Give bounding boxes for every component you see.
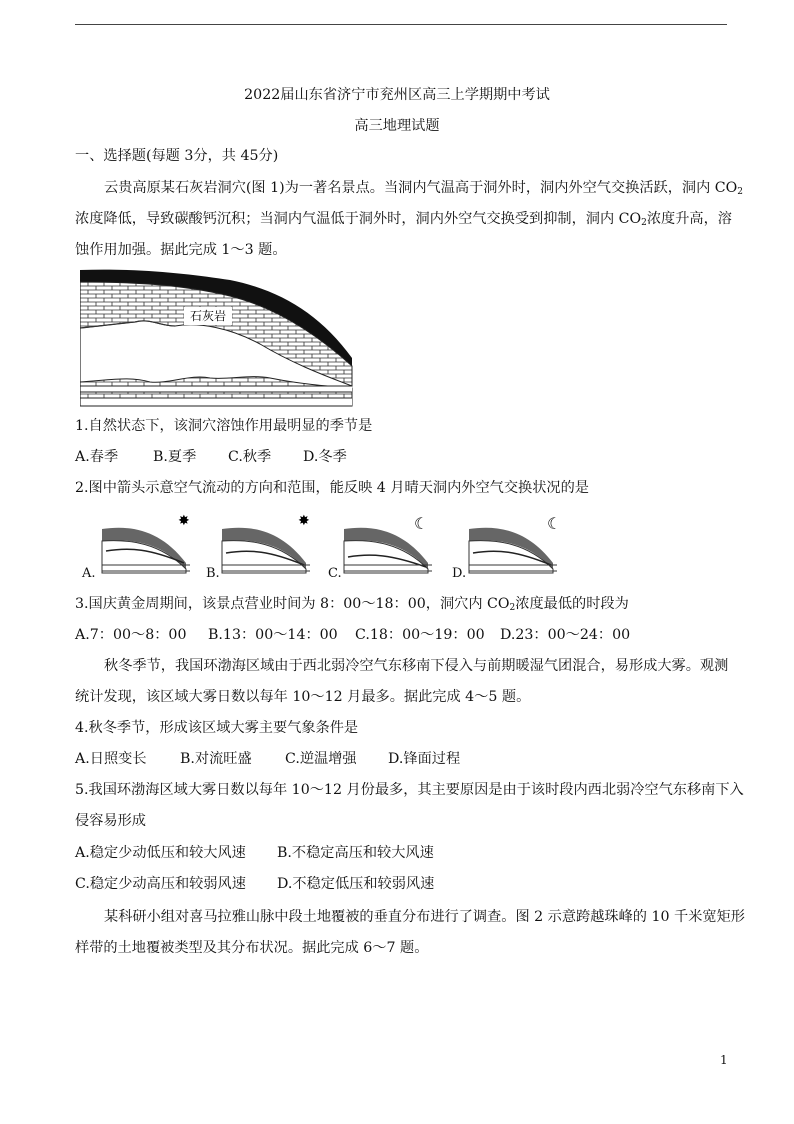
passage1-line1: 云贵高原某石灰岩洞穴(图 1)为一著名景点。当洞内气温高于洞外时，洞内外空气交换活跃，洞内 $CO_2$ — [104, 180, 744, 197]
q4-option-d: D.锋面过程 — [388, 751, 461, 767]
passage2-line2: 统计发现，该区域大雾日数以每年 10～12 月最多。据此完成 4～5 题。 — [75, 689, 531, 705]
limestone-layer — [80, 282, 352, 386]
q4-option-c: C.逆温增强 — [285, 751, 357, 767]
q3-option-a: A.7：00～8：00 — [75, 627, 187, 643]
q1-option-a: A.春季 — [75, 449, 119, 465]
limestone-label: 石灰岩 — [189, 309, 227, 323]
passage2-line1: 秋冬季节，我国环渤海区域由于西北弱冷空气东移南下侵入与前期暖湿气团混合，易形成大雾。观测 — [104, 658, 729, 674]
q2-option-a-diagram — [100, 513, 210, 577]
page-number: 1 — [720, 1053, 728, 1067]
q2-stem: 2.图中箭头示意空气流动的方向和范围，能反映 4 月晴天洞内外空气交换状况的是 — [75, 480, 589, 496]
q1-option-b: B.夏季 — [153, 449, 197, 465]
cave-figure — [80, 266, 355, 408]
q3-stem: 3.国庆黄金周期间，该景点营业时间为 8：00～18：00，洞穴内 $CO_2$浓度最低的时段为 — [75, 596, 629, 613]
q5-option-b: B.不稳定高压和较大风速 — [277, 845, 434, 861]
q2-option-b-diagram — [220, 513, 330, 577]
exam-title: 2022届山东省济宁市兖州区高三上学期期中考试 — [244, 87, 550, 103]
q5-stem-line1: 5.我国环渤海区域大雾日数以每年 10～12 月份最多，其主要原因是由于该时段内西北弱冷空气东移南下入 — [75, 782, 744, 798]
q5-option-d: D.不稳定低压和较弱风速 — [277, 876, 435, 892]
q2-option-d-diagram — [467, 513, 577, 577]
q1-option-c: C.秋季 — [228, 449, 272, 465]
q2-option-c-diagram — [342, 513, 452, 577]
moon-icon: ☾ — [547, 514, 562, 533]
q1-stem: 1.自然状态下，该洞穴溶蚀作用最明显的季节是 — [75, 418, 373, 434]
passage3-line2: 样带的土地覆被类型及其分布状况。据此完成 6～7 题。 — [75, 940, 429, 956]
q3-option-c: C.18：00～19：00 — [355, 627, 485, 643]
q2-label-a: A. — [82, 566, 96, 581]
passage1-line3: 蚀作用加强。据此完成 1～3 题。 — [75, 242, 287, 258]
exam-subtitle: 高三地理试题 — [354, 118, 440, 134]
moon-icon: ☾ — [414, 514, 429, 533]
q5-option-a: A.稳定少动低压和较大风速 — [75, 845, 246, 861]
q4-option-b: B.对流旺盛 — [180, 751, 252, 767]
section-heading: 一、选择题(每题 3分，共 45分) — [75, 148, 279, 164]
passage3-line1: 某科研小组对喜马拉雅山脉中段土地覆被的垂直分布进行了调查。图 2 示意跨越珠峰的 10 千米宽矩形 — [104, 909, 745, 925]
q4-stem: 4.秋冬季节，形成该区域大雾主要气象条件是 — [75, 720, 359, 736]
q2-label-d: D. — [452, 566, 467, 581]
sun-icon: ✸ — [298, 513, 310, 529]
q4-option-a: A.日照变长 — [75, 751, 147, 767]
passage1-line2: 浓度降低，导致碳酸钙沉积；当洞内气温低于洞外时，洞内外空气交换受到抑制，洞内 $CO_2$浓度升高，溶 — [75, 211, 732, 228]
q2-label-b: B. — [206, 566, 220, 581]
q3-option-d: D.23：00～24：00 — [500, 627, 631, 643]
q5-option-c: C.稳定少动高压和较弱风速 — [75, 876, 246, 892]
q3-option-b: B.13：00～14：00 — [208, 627, 338, 643]
header-rule — [75, 24, 727, 25]
q5-stem-line2: 侵容易形成 — [75, 813, 146, 829]
q1-option-d: D.冬季 — [303, 449, 347, 465]
q2-label-c: C. — [328, 566, 342, 581]
sun-icon: ✸ — [178, 513, 190, 529]
